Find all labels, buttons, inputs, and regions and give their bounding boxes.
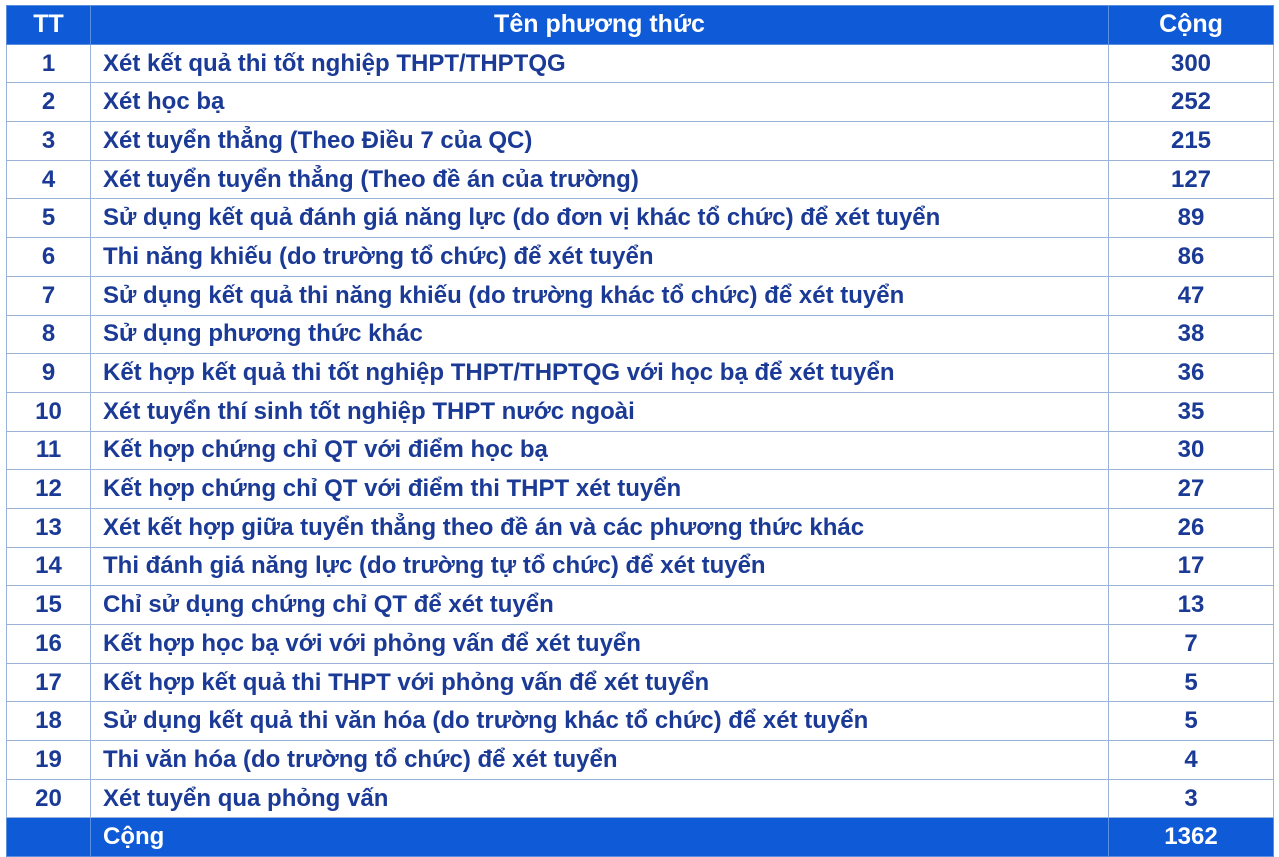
row-number-cell: 4	[7, 160, 91, 199]
method-name-cell: Sử dụng phương thức khác	[91, 315, 1109, 354]
method-name-cell: Kết hợp kết quả thi THPT với phỏng vấn để xét tuyển	[91, 663, 1109, 702]
method-name-cell: Kết hợp chứng chỉ QT với điểm thi THPT xét tuyển	[91, 470, 1109, 509]
table-row	[7, 702, 1274, 741]
method-name-cell: Xét học bạ	[91, 83, 1109, 122]
table-row	[7, 276, 1274, 315]
header-method-name: Tên phương thức	[91, 6, 1109, 45]
count-cell: 86	[1109, 238, 1274, 277]
count-cell: 300	[1109, 44, 1274, 83]
method-name-cell: Chỉ sử dụng chứng chỉ QT để xét tuyển	[91, 586, 1109, 625]
table-row	[7, 354, 1274, 393]
header-row	[7, 6, 1274, 45]
row-number-cell: 14	[7, 547, 91, 586]
admission-methods-table-container	[6, 5, 1273, 857]
row-number-cell: 12	[7, 470, 91, 509]
method-name-cell: Thi văn hóa (do trường tổ chức) để xét tuyển	[91, 741, 1109, 780]
method-name-cell: Kết hợp kết quả thi tốt nghiệp THPT/THPTQG với học bạ để xét tuyển	[91, 354, 1109, 393]
table-row	[7, 392, 1274, 431]
count-cell: 252	[1109, 83, 1274, 122]
table-row	[7, 122, 1274, 161]
row-number-cell: 2	[7, 83, 91, 122]
count-cell: 5	[1109, 663, 1274, 702]
total-tt-cell	[7, 818, 91, 857]
count-cell: 4	[1109, 741, 1274, 780]
row-number-cell: 17	[7, 663, 91, 702]
row-number-cell: 7	[7, 276, 91, 315]
method-name-cell: Thi đánh giá năng lực (do trường tự tổ chức) để xét tuyển	[91, 547, 1109, 586]
table-row	[7, 160, 1274, 199]
table-row	[7, 741, 1274, 780]
row-number-cell: 8	[7, 315, 91, 354]
total-label: Cộng	[91, 818, 1109, 857]
total-row	[7, 818, 1274, 857]
method-name-cell: Xét kết quả thi tốt nghiệp THPT/THPTQG	[91, 44, 1109, 83]
count-cell: 47	[1109, 276, 1274, 315]
row-number-cell: 19	[7, 741, 91, 780]
count-cell: 13	[1109, 586, 1274, 625]
count-cell: 38	[1109, 315, 1274, 354]
table-row	[7, 508, 1274, 547]
table-row	[7, 663, 1274, 702]
table-row	[7, 779, 1274, 818]
count-cell: 89	[1109, 199, 1274, 238]
method-name-cell: Sử dụng kết quả thi văn hóa (do trường khác tổ chức) để xét tuyển	[91, 702, 1109, 741]
method-name-cell: Xét tuyển thẳng (Theo Điều 7 của QC)	[91, 122, 1109, 161]
count-cell: 3	[1109, 779, 1274, 818]
table-row	[7, 44, 1274, 83]
method-name-cell: Sử dụng kết quả đánh giá năng lực (do đơn vị khác tổ chức) để xét tuyển	[91, 199, 1109, 238]
count-cell: 215	[1109, 122, 1274, 161]
method-name-cell: Xét tuyển thí sinh tốt nghiệp THPT nước ngoài	[91, 392, 1109, 431]
row-number-cell: 13	[7, 508, 91, 547]
count-cell: 7	[1109, 625, 1274, 664]
row-number-cell: 18	[7, 702, 91, 741]
table-row	[7, 431, 1274, 470]
header-total: Cộng	[1109, 6, 1274, 45]
row-number-cell: 16	[7, 625, 91, 664]
table-row	[7, 586, 1274, 625]
row-number-cell: 20	[7, 779, 91, 818]
method-name-cell: Kết hợp chứng chỉ QT với điểm học bạ	[91, 431, 1109, 470]
row-number-cell: 9	[7, 354, 91, 393]
count-cell: 17	[1109, 547, 1274, 586]
count-cell: 30	[1109, 431, 1274, 470]
admission-methods-table	[6, 5, 1274, 857]
method-name-cell: Xét tuyển qua phỏng vấn	[91, 779, 1109, 818]
table-row	[7, 199, 1274, 238]
total-value: 1362	[1109, 818, 1274, 857]
table-row	[7, 547, 1274, 586]
count-cell: 26	[1109, 508, 1274, 547]
table-row	[7, 625, 1274, 664]
table-header	[7, 6, 1274, 45]
row-number-cell: 5	[7, 199, 91, 238]
table-row	[7, 315, 1274, 354]
row-number-cell: 11	[7, 431, 91, 470]
row-number-cell: 6	[7, 238, 91, 277]
count-cell: 27	[1109, 470, 1274, 509]
header-tt: TT	[7, 6, 91, 45]
method-name-cell: Kết hợp học bạ với với phỏng vấn để xét tuyển	[91, 625, 1109, 664]
method-name-cell: Xét tuyển tuyển thẳng (Theo đề án của trường)	[91, 160, 1109, 199]
table-body	[7, 44, 1274, 818]
method-name-cell: Xét kết hợp giữa tuyển thẳng theo đề án và các phương thức khác	[91, 508, 1109, 547]
table-footer	[7, 818, 1274, 857]
table-row	[7, 238, 1274, 277]
count-cell: 35	[1109, 392, 1274, 431]
row-number-cell: 1	[7, 44, 91, 83]
count-cell: 127	[1109, 160, 1274, 199]
count-cell: 36	[1109, 354, 1274, 393]
row-number-cell: 3	[7, 122, 91, 161]
row-number-cell: 15	[7, 586, 91, 625]
count-cell: 5	[1109, 702, 1274, 741]
row-number-cell: 10	[7, 392, 91, 431]
method-name-cell: Thi năng khiếu (do trường tổ chức) để xét tuyển	[91, 238, 1109, 277]
table-row	[7, 83, 1274, 122]
table-row	[7, 470, 1274, 509]
method-name-cell: Sử dụng kết quả thi năng khiếu (do trường khác tổ chức) để xét tuyển	[91, 276, 1109, 315]
